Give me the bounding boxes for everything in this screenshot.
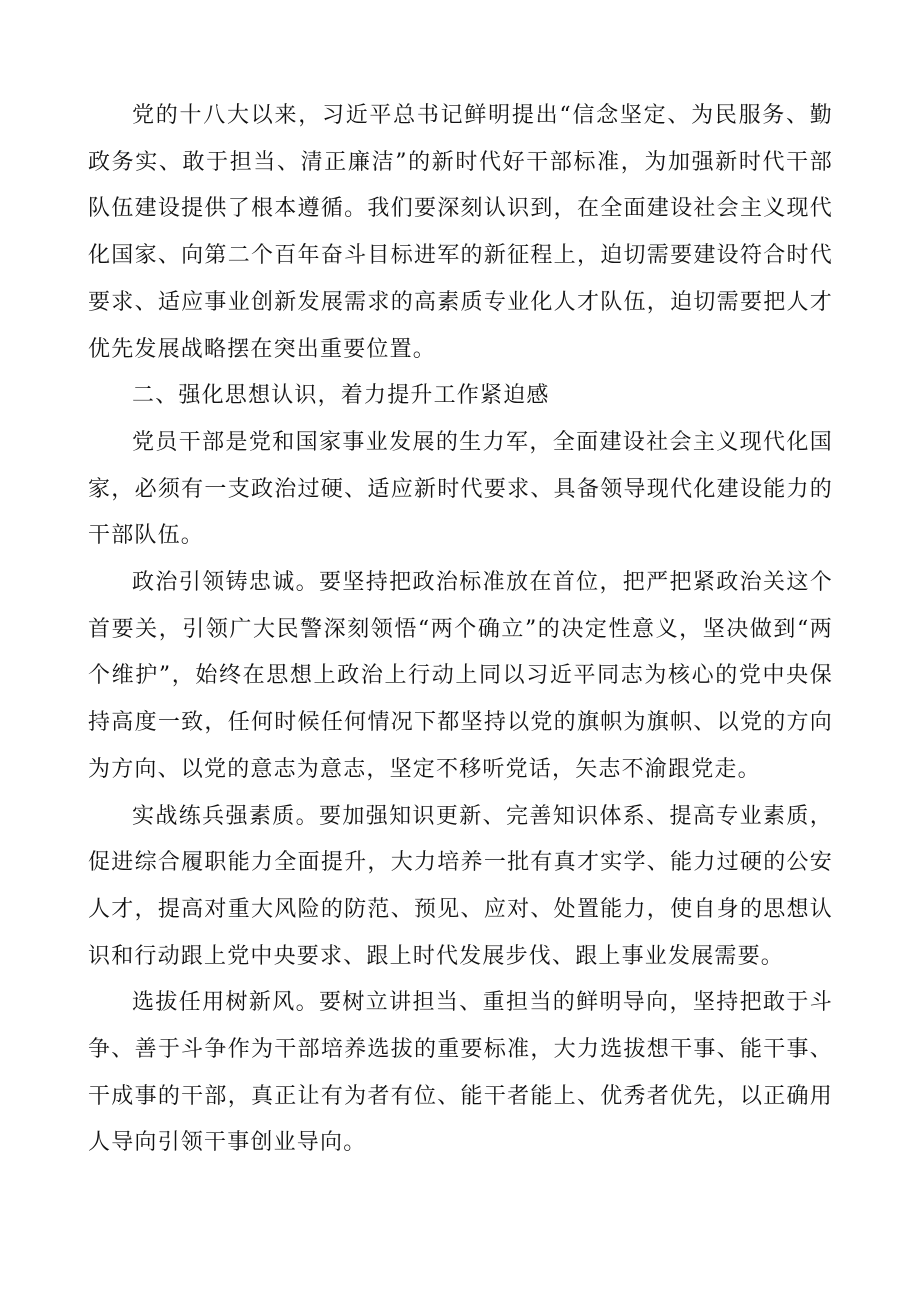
paragraph-selection-appointment: 选拔任用树新风。要树立讲担当、重担当的鲜明导向，坚持把敢于斗争、善于斗争作为干部培养选拔的重要标准，大力选拔想干事、能干事、干成事的干部，真正让有为者有位、能干者能上、优秀者优先，以正确用人导向引领干事创业导向。 — [88, 990, 833, 1156]
section-heading: 二、强化思想认识，着力提升工作紧迫感 — [132, 383, 550, 409]
document-page — [88, 93, 833, 1167]
paragraph-practical-training: 实战练兵强素质。要加强知识更新、完善知识体系、提高专业素质，促进综合履职能力全面提升，大力培养一批有真才实学、能力过硬的公安人才，提高对重大风险的防范、预见、应对、处置能力，使自身的思想认识和行动跟上党中央要求、跟上时代发展步伐、跟上事业发展需要。 — [88, 803, 833, 969]
paragraph-intro: 党的十八大以来，习近平总书记鲜明提出“信念坚定、为民服务、勤政务实、敢于担当、清正廉洁”的新时代好干部标准，为加强新时代干部队伍建设提供了根本遵循。我们要深刻认识到，在全面建设社会主义现代化国家、向第二个百年奋斗目标进军的新征程上，迫切需要建设符合时代要求、适应事业创新发展需求的高素质专业化人才队伍，迫切需要把人才优先发展战略摆在突出重要位置。 — [88, 103, 833, 362]
paragraph-cadres: 党员干部是党和国家事业发展的生力军，全面建设社会主义现代化国家，必须有一支政治过硬、适应新时代要求、具备领导现代化建设能力的干部队伍。 — [88, 429, 833, 549]
paragraph-political-leadership: 政治引领铸忠诚。要坚持把政治标准放在首位，把严把紧政治关这个首要关，引领广大民警深刻领悟“两个确立”的决定性意义，坚决做到“两个维护”，始终在思想上政治上行动上同以习近平同志为核心的党中央保持高度一致，任何时候任何情况下都坚持以党的旗帜为旗帜、以党的方向为方向、以党的意志为意志，坚定不移听党话，矢志不渝跟党走。 — [88, 570, 833, 782]
